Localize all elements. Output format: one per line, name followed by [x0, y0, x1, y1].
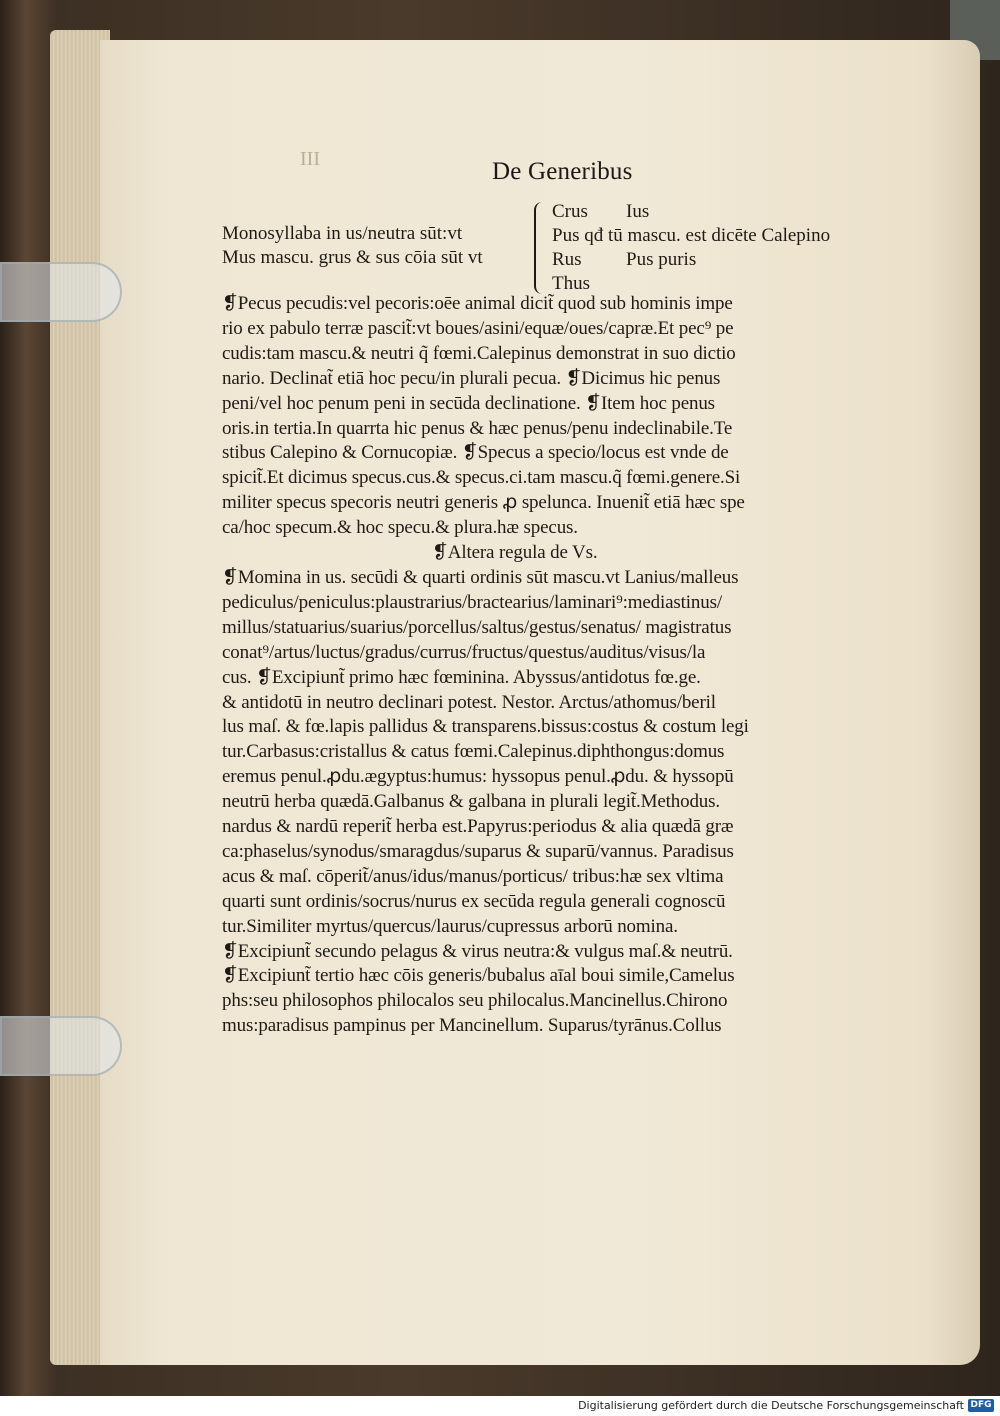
text-line: tur.Carbasus:cristallus & catus fœmi.Calepinus.diphthongus:domus	[222, 741, 725, 763]
text-line: nario. Declinat̃ etiā hoc pecu/in plurali pecua. ❡Dicimus hic penus	[222, 367, 721, 389]
text-line: eremus penul.ꝓdu.ægyptus:humus: hyssopus penul.ꝓdu. & hyssopū	[222, 766, 734, 788]
text-line: acus & maſ. cōperit̃/anus/idus/manus/porticus/ tribus:hæ sex vltima	[222, 865, 724, 887]
page-number: III	[300, 148, 320, 170]
brace-left-line: Monosyllaba in us/neutra sūt:vt	[222, 223, 463, 244]
text-line: millus/statuarius/suarius/porcellus/saltus/gestus/senatus/ magistratus	[222, 616, 732, 638]
curly-brace	[534, 202, 550, 294]
text-line: mus:paradisus pampinus per Mancinellum. Suparus/tyrānus.Collus	[222, 1015, 722, 1037]
brace-item: Rus	[552, 249, 582, 270]
text-line: cudis:tam mascu.& neutri q̃ fœmi.Calepinus demonstrat in suo dictio	[222, 342, 736, 364]
running-head: De Generibus	[492, 158, 633, 185]
text-line: ❡Momina in us. secūdi & quarti ordinis sūt mascu.vt Lanius/malleus	[222, 566, 739, 588]
text-line: spicit̃.Et dicimus specus.cus.& specus.ci.tam mascu.q̃ fœmi.genere.Si	[222, 467, 741, 489]
text-line: lus maſ. & fœ.lapis pallidus & transparens.bissus:costus & costum legi	[222, 716, 749, 738]
text-line: rio ex pabulo terræ pascit̃:vt boues/asini/equæ/oues/capræ.Et pec⁹ pe	[222, 317, 734, 339]
text-line: ca:phaselus/synodus/smaragdus/suparus & suparū/vannus. Paradisus	[222, 840, 734, 862]
text-line: ❡Excipiunt̃ tertio hæc cōis generis/bubalus aīal boui simile,Camelus	[222, 965, 735, 987]
brace-left-line: Mus mascu. grus & sus cōia sūt vt	[222, 247, 483, 268]
text-line: stibus Calepino & Cornucopiæ. ❡Specus a specio/locus est vnde de	[222, 442, 729, 464]
brace-item: Thus	[552, 273, 590, 294]
text-line: peni/vel hoc penum peni in secūda declinatione. ❡Item hoc penus	[222, 392, 715, 414]
text-line: cus. ❡Excipiunt̃ primo hæc fœminina. Abyssus/antidotus fœ.ge.	[222, 666, 701, 688]
brace-item-second: Ius	[626, 201, 650, 222]
page-clip-top	[0, 262, 122, 322]
text-line: ❡Pecus pecudis:vel pecoris:oēe animal dicit̃ quod sub hominis impe	[222, 293, 733, 314]
brace-block	[222, 200, 912, 300]
text-line: ❡Excipiunt̃ secundo pelagus & virus neutra:& vulgus maſ.& neutrū.	[222, 940, 733, 962]
text-line: phs:seu philosophos philocalos seu philocalus.Mancinellus.Chirono	[222, 990, 728, 1012]
text-line: militer specus specoris neutri generis ꝓ spelunca. Inuenit̃ etiā hæc spe	[222, 492, 745, 514]
text-line: oris.in tertia.In quarrta hic penus & hæc penus/penu indeclinabile.Te	[222, 417, 733, 439]
text-line: nardus & nardū reperit̃ herba est.Papyrus:periodus & alia quædā græ	[222, 816, 734, 838]
text-line: & antidotū in neutro declinari potest. Nestor. Arctus/athomus/beril	[222, 691, 716, 713]
brace-item: Pus qđ tū mascu. est dicēte Calepino	[552, 225, 831, 246]
section-heading: ❡Altera regula de Vs.	[432, 542, 598, 564]
text-line: conat⁹/artus/luctus/gradus/currus/fructus/questus/auditus/visus/la	[222, 641, 706, 663]
text-line: neutrū herba quædā.Galbanus & galbana in plurali legit̃.Methodus.	[222, 791, 721, 813]
text-line: pediculus/peniculus:plaustrarius/bractearius/laminari⁹:mediastinus/	[222, 591, 722, 613]
footer-credit: Digitalisierung gefördert durch die Deutsche Forschungsgemeinschaft	[578, 1399, 964, 1412]
text-line: ca/hoc specum.& hoc specu.& plura.hæ specus.	[222, 517, 578, 539]
text-line: quarti sunt ordinis/socrus/nurus ex secūda regula generali cognoscū	[222, 890, 726, 912]
body-text	[222, 292, 912, 1039]
brace-item-second: Pus puris	[626, 249, 697, 270]
page-clip-bottom	[0, 1016, 122, 1076]
text-line: tur.Similiter myrtus/quercus/laurus/cupressus arborū nomina.	[222, 915, 678, 937]
dfg-logo: DFG	[968, 1399, 994, 1412]
brace-item: Crus	[552, 201, 588, 222]
